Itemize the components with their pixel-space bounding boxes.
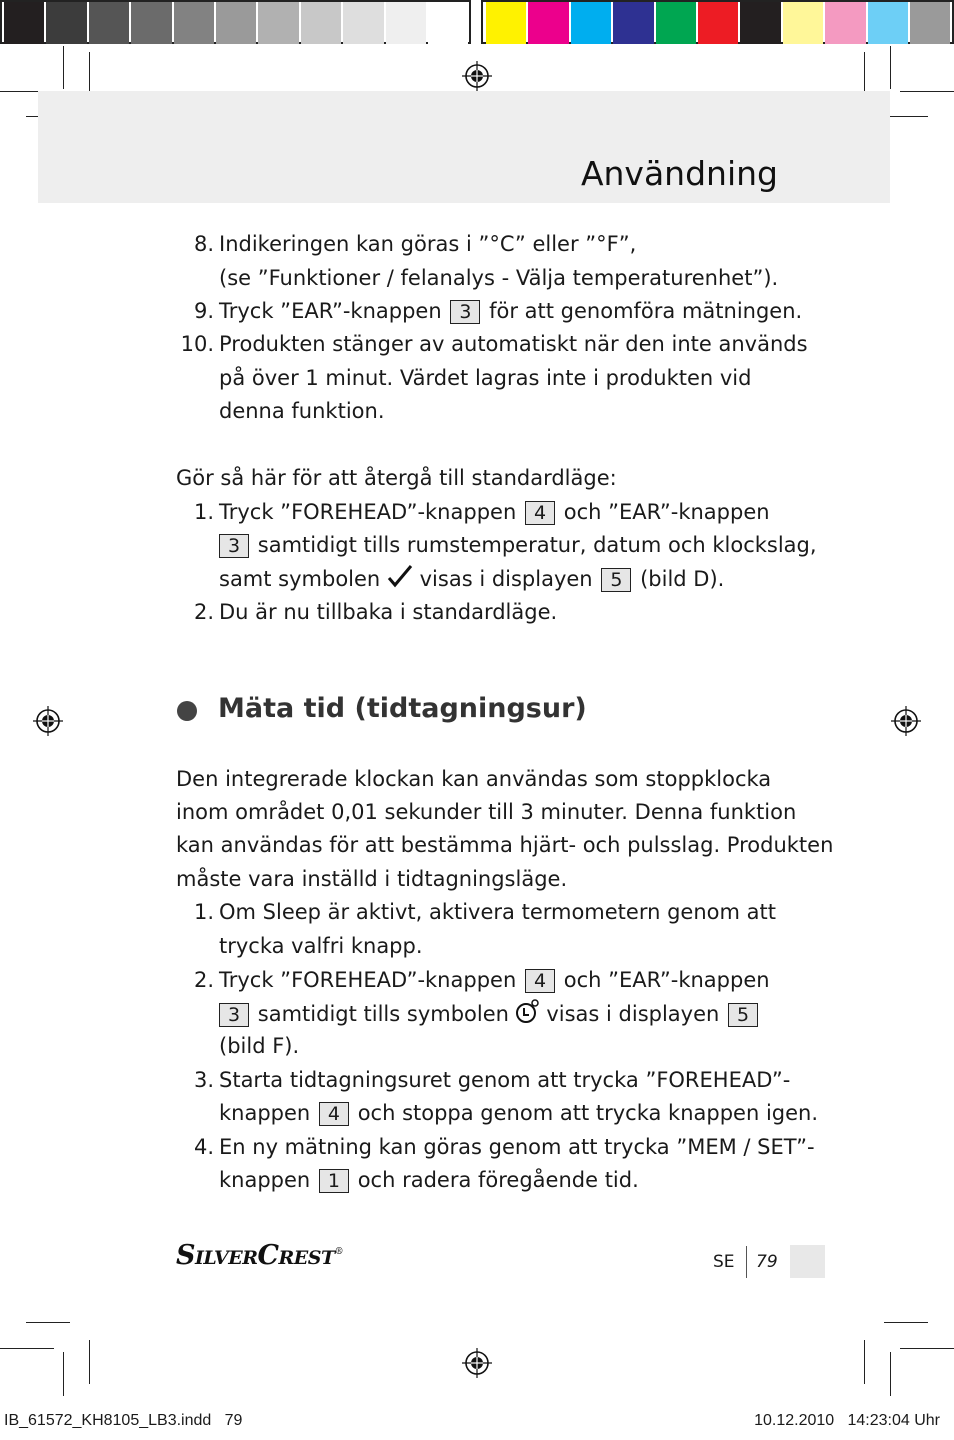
part-number-box: 5 (601, 568, 631, 592)
slug-filename: IB_61572_KH8105_LB3.indd 79 (4, 1412, 243, 1429)
paragraph-line: inom området 0,01 sekunder till 3 minuter. Denna funktion (176, 800, 797, 824)
crop-mark (89, 1340, 90, 1384)
crop-mark (26, 1322, 70, 1323)
text-run: och ”EAR”-knappen (563, 968, 770, 992)
page-title: Användning (580, 154, 778, 193)
paragraph-line: kan användas för att bestämma hjärt- och pulsslag. Produkten (176, 833, 834, 857)
crop-mark (884, 1322, 928, 1323)
color-swatch (910, 2, 950, 44)
color-swatch (613, 2, 653, 44)
part-number-box: 4 (525, 501, 555, 525)
crop-mark (864, 1340, 865, 1384)
text-run: och radera föregående tid. (357, 1168, 639, 1192)
color-swatch (343, 2, 383, 44)
list-item-text: Starta tidtagningsuret genom att trycka ”FOREHEAD”- (219, 1068, 791, 1092)
crop-mark (900, 91, 954, 92)
list-item-text: (se ”Funktioner / felanalys - Välja temperaturenhet”). (219, 266, 779, 290)
color-swatch (428, 2, 468, 44)
crop-mark (890, 1352, 891, 1396)
part-number-box: 3 (219, 534, 249, 558)
stopwatch-icon (516, 998, 540, 1024)
text-run: visas i displayen (546, 1002, 720, 1026)
text-run: knappen (219, 1101, 311, 1125)
list-number: 3. (193, 1068, 214, 1092)
check-mark-icon (387, 564, 413, 588)
text-run: Tryck ”FOREHEAD”-knappen (219, 500, 517, 524)
registration-mark-icon (462, 1348, 492, 1378)
text-run: samtidigt tills symbolen (257, 1002, 509, 1026)
language-code: SE (713, 1252, 735, 1272)
brand-name: SilverCrest (176, 1240, 335, 1271)
text-run: och stoppa genom att trycka knappen igen. (357, 1101, 819, 1125)
crop-mark (0, 1348, 54, 1349)
list-item-text: Du är nu tillbaka i standardläge. (219, 600, 558, 624)
list-number: 9. (193, 299, 214, 323)
page-number: 79 (756, 1252, 778, 1272)
text-run: (bild D). (640, 567, 725, 591)
list-item-text: Indikeringen kan göras i ”°C” eller ”°F”, (219, 232, 637, 256)
color-swatch (528, 2, 568, 44)
list-number: 1. (193, 900, 214, 924)
list-item-text (219, 497, 770, 527)
list-item-text: (bild F). (219, 1034, 300, 1058)
color-swatch (89, 2, 129, 44)
page-tab-marker (790, 1245, 825, 1278)
text-run: Tryck ”EAR”-knappen (219, 299, 442, 323)
paragraph-line: Gör så här för att återgå till standardläge: (176, 466, 617, 490)
list-item-text: Om Sleep är aktivt, aktivera termometern genom att (219, 900, 776, 924)
color-swatch (4, 2, 44, 44)
crop-mark (63, 46, 64, 89)
section-bullet-icon (177, 701, 197, 721)
list-number: 2. (193, 600, 214, 624)
crop-mark (900, 1348, 954, 1349)
list-item-text (219, 564, 724, 594)
list-item-text: Produkten stänger av automatiskt när den inte används (219, 332, 808, 356)
list-item-text (219, 296, 802, 326)
list-item-text (219, 1165, 639, 1195)
list-number: 8. (193, 232, 214, 256)
color-swatch (656, 2, 696, 44)
color-swatch (258, 2, 298, 44)
list-item-text (219, 1098, 818, 1128)
text-run: för att genomföra mätningen. (489, 299, 803, 323)
list-number: 10. (180, 332, 214, 356)
crop-mark (890, 46, 891, 89)
color-swatch (868, 2, 908, 44)
registration-mark-icon (891, 706, 921, 736)
paragraph-line: måste vara inställd i tidtagningsläge. (176, 867, 568, 891)
part-number-box: 3 (450, 300, 480, 324)
color-swatch (783, 2, 823, 44)
list-item-text (219, 965, 770, 995)
color-swatch (571, 2, 611, 44)
slug-timestamp: 10.12.2010 14:23:04 Uhr (754, 1412, 940, 1429)
brand-logo (176, 1240, 344, 1271)
color-swatch (216, 2, 256, 44)
color-swatch (740, 2, 780, 44)
part-number-box: 1 (319, 1169, 349, 1193)
paragraph-line: Den integrerade klockan kan användas som stoppklocka (176, 767, 772, 791)
list-number: 1. (193, 500, 214, 524)
color-swatch (131, 2, 171, 44)
list-item-text (219, 998, 760, 1029)
part-number-box: 5 (728, 1003, 758, 1027)
part-number-box: 4 (319, 1102, 349, 1126)
list-item-text: trycka valfri knapp. (219, 934, 423, 958)
color-swatch (174, 2, 214, 44)
text-run: knappen (219, 1168, 311, 1192)
registered-mark: ® (334, 1247, 344, 1257)
part-number-box: 4 (525, 969, 555, 993)
color-swatch (698, 2, 738, 44)
list-number: 2. (193, 968, 214, 992)
list-item-text: på över 1 minut. Värdet lagras inte i produkten vid (219, 366, 752, 390)
text-run: samt symbolen (219, 567, 381, 591)
part-number-box: 3 (219, 1003, 249, 1027)
list-number: 4. (193, 1135, 214, 1159)
registration-mark-icon (462, 61, 492, 91)
color-swatch (825, 2, 865, 44)
text-run: samtidigt tills rumstemperatur, datum och klockslag, (257, 533, 817, 557)
text-run: och ”EAR”-knappen (563, 500, 770, 524)
list-item-text (219, 530, 817, 560)
footer-divider (746, 1246, 747, 1278)
list-item-text: En ny mätning kan göras genom att trycka ”MEM / SET”- (219, 1135, 815, 1159)
color-swatch (46, 2, 86, 44)
text-run: Tryck ”FOREHEAD”-knappen (219, 968, 517, 992)
registration-mark-icon (33, 706, 63, 736)
list-item-text: denna funktion. (219, 399, 385, 423)
text-run: visas i displayen (419, 567, 593, 591)
color-swatch (386, 2, 426, 44)
section-heading: Mäta tid (tidtagningsur) (218, 693, 587, 724)
color-swatch (301, 2, 341, 44)
crop-mark (63, 1352, 64, 1396)
crop-mark (884, 116, 928, 117)
color-swatch (486, 2, 526, 44)
